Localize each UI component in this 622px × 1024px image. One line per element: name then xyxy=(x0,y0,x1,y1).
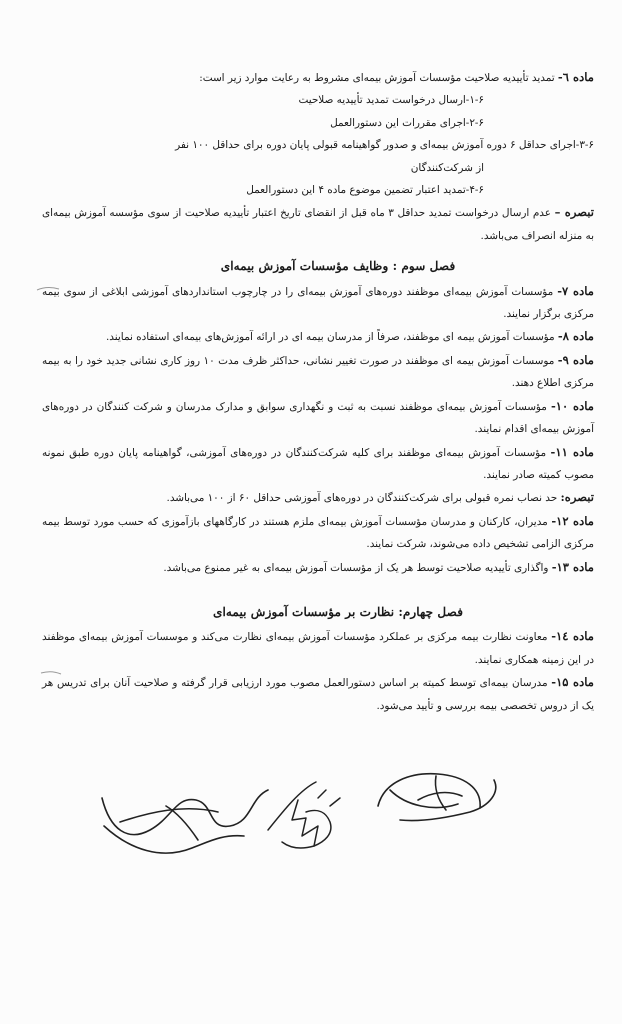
note-label: تبصره: xyxy=(560,490,594,505)
article-text: معاونت نظارت بیمه مرکزی بر عملکرد مؤسسات آموزش بیمه‌ای نظارت می‌کند و موسسات آموزش بیمه‌ای موظفند در این زمینه همکاری نمایند. xyxy=(42,631,594,666)
article-12 xyxy=(42,510,594,556)
clause-6-2: ۲-۶-اجرای مقررات این دستورالعمل xyxy=(330,116,484,129)
article-text: مدیران، کارکنان و مدرسان مؤسسات آموزش بیمه‌ای ملزم هستند در کارگاههای بازآموزی که حسب مورد توسط بیمه مرکزی الزامی تشخیص داده می‌شوند، شرکت نمایند. xyxy=(42,515,594,551)
article-text: واگذاری تأییدیه صلاحیت توسط هر یک از مؤسسات آموزش بیمه‌ای به غیر ممنوع می‌باشد. xyxy=(163,561,549,574)
signature-center xyxy=(268,782,340,848)
article-label: ماده ۹- xyxy=(557,352,594,367)
article-label: ماده ۸- xyxy=(557,329,594,344)
clause-6-3-continued: از شرکت‌کنندگان xyxy=(410,161,484,174)
note-text: حد نصاب نمره قبولی برای شرکت‌کنندگان در دوره‌های آموزشی حداقل ۶۰ از ۱۰۰ می‌باشد. xyxy=(166,492,558,505)
margin-mark xyxy=(40,670,62,676)
article-label: ماده ۱٤- xyxy=(551,629,594,644)
chapter-4-title: فصل چهارم: نظارت بر مؤسسات آموزش بیمه‌ای xyxy=(212,604,464,619)
article-text: مؤسسات آموزش بیمه‌ای موظفند دوره‌های آموزش بیمه‌ای را در چارچوب استانداردهای آموزشی ابلاغی از سوی بیمه مرکزی برگزار نمایند. xyxy=(42,285,594,321)
clause-6-4: ۴-۶-تمدید اعتبار تضمین موضوع ماده ۴ این دستورالعمل xyxy=(246,184,484,197)
article-13 xyxy=(42,556,594,579)
article-9 xyxy=(42,349,594,395)
article-label: ماده ۷- xyxy=(557,283,594,298)
article-label: ماده ٦- xyxy=(557,70,594,84)
article-label: ماده ۱۳- xyxy=(551,559,594,574)
article-7 xyxy=(42,280,594,326)
article-text: تمدید تأییدیه صلاحیت مؤسسات آموزش بیمه‌ای مشروط به رعایت موارد زیر است: xyxy=(199,72,555,84)
article-8 xyxy=(42,325,594,348)
article-text: موسسات آموزش بیمه ای موظفند در صورت تغییر نشانی، حداکثر ظرف مدت ۱۰ روز کاری نشانی جدید خود را به بیمه مرکزی اطلاع دهند. xyxy=(42,354,594,390)
article-label: ماده ۱۱- xyxy=(550,444,594,459)
article-10 xyxy=(42,395,594,441)
article-text: مدرسان بیمه‌ای توسط کمیته بر اساس دستورالعمل مصوب مورد ارزیابی قرار گرفته و صلاحیت آنان برای تدریس هر یک از دروس تخصصی بیمه بررسی و تأیید می‌شود. xyxy=(42,677,594,712)
article-text: مؤسسات آموزش بیمه ای موظفند، صرفاً از مدرسان بیمه ای در ارائه آموزش‌های بیمه‌ای استفاده نمایند. xyxy=(106,331,555,344)
article-14 xyxy=(42,625,594,671)
note-6 xyxy=(42,201,594,247)
article-6 xyxy=(42,66,594,89)
note-text: عدم ارسال درخواست تمدید حداقل ۳ ماه قبل از انقضای تاریخ اعتبار تأییدیه صلاحیت از سوی مؤسسه آموزش بیمه‌ای به منزله انصراف می‌باشد. xyxy=(42,207,594,242)
clause-6-3: ۳-۶-اجرای حداقل ۶ دوره آموزش بیمه‌ای و صدور گواهینامه قبولی پایان دوره برای حداقل ۱۰۰ نفر xyxy=(175,139,594,152)
margin-mark xyxy=(36,286,60,292)
article-11 xyxy=(42,441,594,487)
article-label: ماده ۱۰- xyxy=(550,398,594,413)
note-label: تبصره – xyxy=(554,205,595,220)
article-label: ماده ۱۵- xyxy=(551,675,594,690)
clause-6-1: ۱-۶-ارسال درخواست تمدید تأییدیه صلاحیت xyxy=(298,94,484,107)
signature-left xyxy=(102,790,268,853)
document-body xyxy=(42,66,594,717)
article-label: ماده ۱۲- xyxy=(551,513,594,528)
chapter-3-title: فصل سوم : وظایف مؤسسات آموزش بیمه‌ای xyxy=(220,259,456,274)
signature-right xyxy=(378,774,496,821)
article-text: مؤسسات آموزش بیمه‌ای موظفند برای کلیه شرکت‌کنندگان در دوره‌های آموزشی، گواهینامه پایان دوره طبق نمونه مصوب کمیته صادر نمایند. xyxy=(42,446,594,481)
note-11 xyxy=(42,486,594,509)
article-15 xyxy=(42,671,594,717)
article-text: مؤسسات آموزش بیمه‌ای موظفند نسبت به ثبت و نگهداری سوابق و مدارک مدرسان و شرکت کنندگان در دوره‌های آموزش بیمه‌ای اقدام نمایند. xyxy=(42,400,594,436)
